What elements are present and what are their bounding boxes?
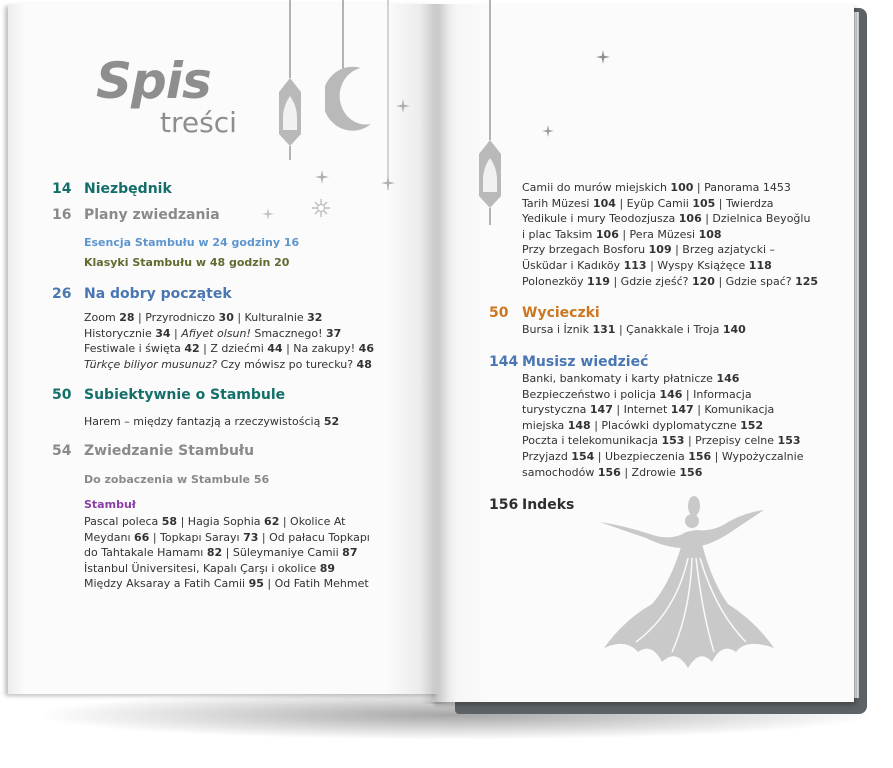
toc-line: miejska 148 | Placówki dyplomatyczne 152 bbox=[522, 418, 764, 432]
star-icon bbox=[315, 170, 329, 184]
toc-line: Przy brzegach Bosforu 109 | Brzeg azjatycki – bbox=[522, 243, 776, 257]
star-icon bbox=[596, 50, 610, 64]
entry-page-number: 50 bbox=[489, 305, 509, 321]
toc-title-tresci: treści bbox=[160, 106, 237, 139]
toc-line: Zoom 28 | Przyrodniczo 30 | Kulturalnie 32 bbox=[84, 311, 323, 324]
toc-line: i plac Taksim 106 | Pera Müzesi 108 bbox=[522, 227, 722, 241]
toc-line: İstanbul Üniversitesi, Kapalı Çarşı i okolice 89 bbox=[84, 561, 336, 575]
toc-line: turystyczna 147 | Internet 147 | Komunikacja bbox=[522, 403, 775, 417]
toc-line: Camii do murów miejskich 100 | Panorama 1453 bbox=[522, 181, 791, 194]
toc-list-stambul bbox=[84, 514, 370, 592]
toc-line: Polonezköy 119 | Gdzie zjeść? 120 | Gdzie spać? 125 bbox=[522, 274, 819, 288]
toc-line: Harem – między fantazją a rzeczywistością 52 bbox=[84, 415, 340, 428]
entry-page-number: 54 bbox=[52, 443, 72, 459]
toc-sub-do-zobaczenia[interactable]: Do zobaczenia w Stambule 56 bbox=[84, 473, 270, 486]
toc-line: Historycznie 34 | Afiyet olsun! Smacznego! 37 bbox=[84, 326, 342, 340]
star-icon bbox=[262, 208, 274, 220]
entry-page-number: 156 bbox=[489, 497, 519, 513]
toc-line: Pascal poleca 58 | Hagia Sophia 62 | Okolice At bbox=[84, 515, 346, 528]
lantern-icon bbox=[470, 0, 510, 225]
sparkle-icon bbox=[311, 198, 331, 218]
toc-line: Türkçe biliyor musunuz? Czy mówisz po turecku? 48 bbox=[84, 357, 372, 371]
toc-sub-esencja[interactable]: Esencja Stambułu w 24 godziny 16 bbox=[84, 236, 300, 249]
entry-page-number: 26 bbox=[52, 286, 72, 302]
toc-line: Yedikule i mury Teodozjusza 106 | Dzielnica Beyoğlu bbox=[522, 212, 811, 226]
toc-list-musisz-wiedziec bbox=[522, 371, 803, 480]
toc-line: Między Aksaray a Fatih Camii 95 | Od Fatih Mehmet bbox=[84, 577, 369, 591]
toc-sub-klasyki[interactable]: Klasyki Stambułu w 48 godzin 20 bbox=[84, 256, 290, 269]
toc-heading-wycieczki[interactable]: Wycieczki bbox=[522, 305, 600, 321]
toc-line: Bursa i İznik 131 | Çanakkale i Troja 140 bbox=[522, 323, 746, 336]
toc-line: Meydanı 66 | Topkapı Sarayı 73 | Od pałacu Topkapı bbox=[84, 530, 370, 544]
toc-line: Bezpieczeństwo i policja 146 | Informacja bbox=[522, 387, 752, 401]
toc-list-continued bbox=[522, 180, 818, 289]
whirling-dervish-illustration bbox=[596, 492, 780, 680]
toc-city-stambul: Stambuł bbox=[84, 498, 136, 511]
toc-line: do Tahtakale Hamamı 82 | Süleymaniye Camii 87 bbox=[84, 546, 358, 560]
toc-list-na-dobry-poczatek bbox=[84, 310, 374, 372]
toc-line: Üsküdar i Kadıköy 113 | Wyspy Książęce 118 bbox=[522, 258, 772, 272]
lantern-icon bbox=[270, 0, 310, 160]
toc-heading-niezbednik[interactable]: Niezbędnik bbox=[84, 181, 172, 197]
toc-line: Poczta i telekomunikacja 153 | Przepisy celne 153 bbox=[522, 434, 801, 448]
toc-line: samochodów 156 | Zdrowie 156 bbox=[522, 465, 703, 479]
toc-heading-plany-zwiedzania[interactable]: Plany zwiedzania bbox=[84, 207, 220, 223]
toc-heading-musisz-wiedziec[interactable]: Musisz wiedzieć bbox=[522, 354, 649, 370]
toc-line: Przyjazd 154 | Ubezpieczenia 156 | Wypożyczalnie bbox=[522, 449, 804, 463]
star-icon bbox=[542, 125, 554, 137]
entry-page-number: 50 bbox=[52, 387, 72, 403]
toc-heading-na-dobry-poczatek[interactable]: Na dobry początek bbox=[84, 286, 232, 302]
toc-heading-subiektywnie[interactable]: Subiektywnie o Stambule bbox=[84, 387, 286, 403]
entry-page-number: 14 bbox=[52, 181, 72, 197]
toc-heading-indeks[interactable]: Indeks bbox=[522, 497, 575, 513]
entry-page-number: 144 bbox=[489, 354, 519, 370]
star-icon bbox=[381, 176, 395, 190]
toc-heading-zwiedzanie[interactable]: Zwiedzanie Stambułu bbox=[84, 443, 255, 459]
star-icon bbox=[396, 99, 410, 113]
toc-line: Banki, bankomaty i karty płatnicze 146 bbox=[522, 372, 740, 385]
toc-title-spis: Spis bbox=[96, 52, 211, 110]
book-spine-gutter bbox=[420, 4, 450, 704]
toc-line: Festiwale i święta 42 | Z dziećmi 44 | Na zakupy! 46 bbox=[84, 342, 374, 356]
entry-page-number: 16 bbox=[52, 207, 72, 223]
toc-line: Tarih Müzesi 104 | Eyüp Camii 105 | Twierdza bbox=[522, 196, 774, 210]
